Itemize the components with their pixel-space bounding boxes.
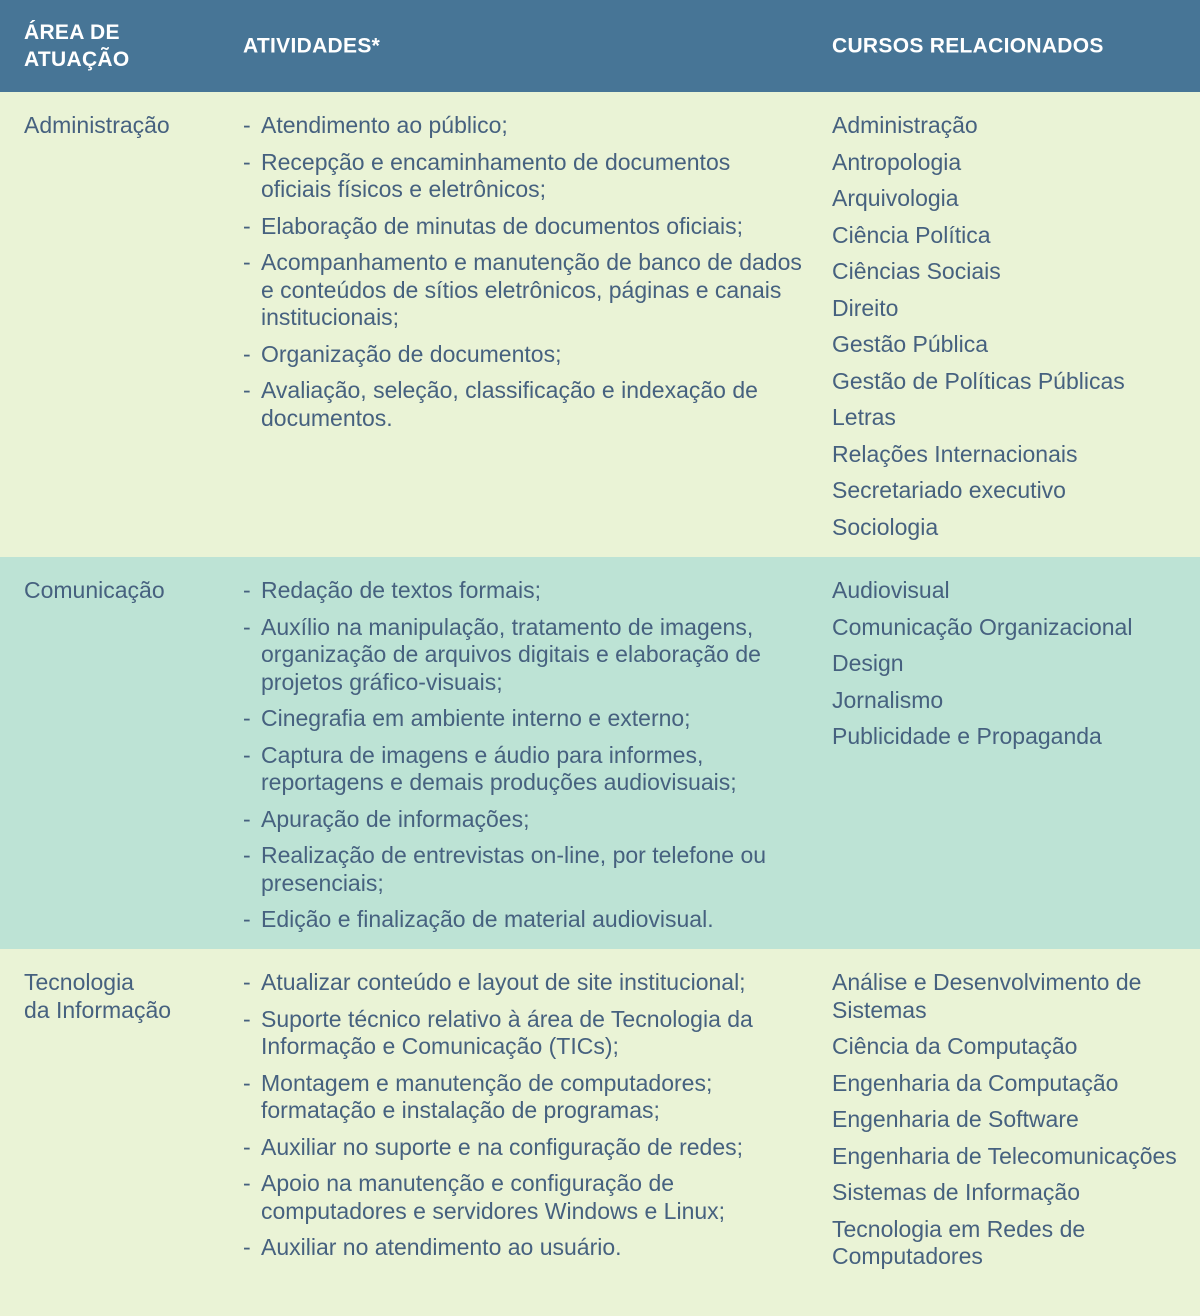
activity-item: - Apuração de informações; (243, 806, 803, 834)
activities-list (243, 577, 803, 943)
course-item: Ciência da Computação (832, 1033, 1078, 1059)
courses-list (832, 969, 1182, 1280)
course-item: Antropologia (832, 148, 962, 175)
activity-item: - Atualizar conteúdo e layout de site institucional; (243, 969, 803, 997)
activity-item: - Realização de entrevistas on-line, por telefone ou presenciais; (243, 842, 803, 897)
course-item: Design (832, 650, 904, 676)
course-item: Publicidade e Propaganda (832, 723, 1102, 749)
course-item: Gestão Pública (832, 331, 988, 357)
activity-item: - Recepção e encaminhamento de documentos oficiais físicos e eletrônicos; (243, 149, 803, 204)
course-item: Gestão de Políticas Públicas (832, 367, 1125, 394)
course-item: Engenharia da Computação (832, 1069, 1119, 1096)
course-item: Sistemas de Informação (832, 1179, 1081, 1205)
course-item: Jornalismo (832, 686, 944, 713)
course-item: Audiovisual (832, 577, 950, 603)
activity-item: - Redação de textos formais; (243, 577, 803, 605)
course-item: Ciência Política (832, 221, 991, 248)
activities-list (243, 112, 803, 441)
course-item: Engenharia de Telecomunicações (832, 1142, 1177, 1169)
course-item: Secretariado executivo (832, 477, 1066, 503)
activity-item: - Acompanhamento e manutenção de banco de dados e conteúdos de sítios eletrônicos, páginas e canais institucionais; (243, 249, 803, 332)
area-label: Administração (24, 112, 170, 138)
table-header (0, 0, 1200, 92)
activity-item: - Montagem e manutenção de computadores; formatação e instalação de programas; (243, 1070, 803, 1125)
courses-list (832, 112, 1182, 550)
activity-item: - Avaliação, seleção, classificação e indexação de documentos. (243, 377, 803, 432)
course-item: Análise e Desenvolvimento de Sistemas (832, 969, 1142, 1023)
activity-item: - Suporte técnico relativo à área de Tecnologia da Informação e Comunicação (TICs); (243, 1006, 803, 1061)
course-item: Tecnologia em Redes de Computadores (832, 1215, 1086, 1269)
activity-item: - Edição e finalização de material audiovisual. (243, 906, 803, 934)
header-courses: CURSOS RELACIONADOS (832, 34, 1104, 58)
header-activities: ATIVIDADES* (243, 34, 381, 58)
activity-item: - Captura de imagens e áudio para informes, reportagens e demais produções audiovisuais; (243, 742, 803, 797)
row-comunicacao (0, 557, 1200, 949)
activity-item: - Auxiliar no atendimento ao usuário. (243, 1234, 803, 1262)
course-item: Direito (832, 294, 899, 321)
course-item: Letras (832, 404, 896, 430)
course-item: Sociologia (832, 513, 939, 540)
activity-item: - Organização de documentos; (243, 341, 803, 369)
course-item: Engenharia de Software (832, 1106, 1079, 1132)
row-administracao (0, 92, 1200, 557)
activity-item: - Elaboração de minutas de documentos oficiais; (243, 213, 803, 241)
course-item: Ciências Sociais (832, 258, 1001, 284)
activity-item: - Apoio na manutenção e configuração de computadores e servidores Windows e Linux; (243, 1170, 803, 1225)
header-area: ÁREA DE ATUAÇÃO (24, 21, 130, 71)
activity-item: - Cinegrafia em ambiente interno e externo; (243, 705, 803, 733)
row-tecnologia-informacao (0, 949, 1200, 1316)
course-item: Relações Internacionais (832, 440, 1078, 467)
activity-item: - Atendimento ao público; (243, 112, 803, 140)
courses-list (832, 577, 1182, 760)
activities-list (243, 969, 803, 1271)
course-item: Comunicação Organizacional (832, 613, 1133, 640)
activity-item: - Auxiliar no suporte e na configuração de redes; (243, 1134, 803, 1162)
course-item: Administração (832, 112, 978, 138)
area-label: Tecnologia da Informação (24, 969, 172, 1023)
course-item: Arquivologia (832, 185, 959, 211)
area-label: Comunicação (24, 577, 165, 603)
activity-item: - Auxílio na manipulação, tratamento de imagens, organização de arquivos digitais e elaboração de projetos gráfico-visuais; (243, 614, 803, 697)
